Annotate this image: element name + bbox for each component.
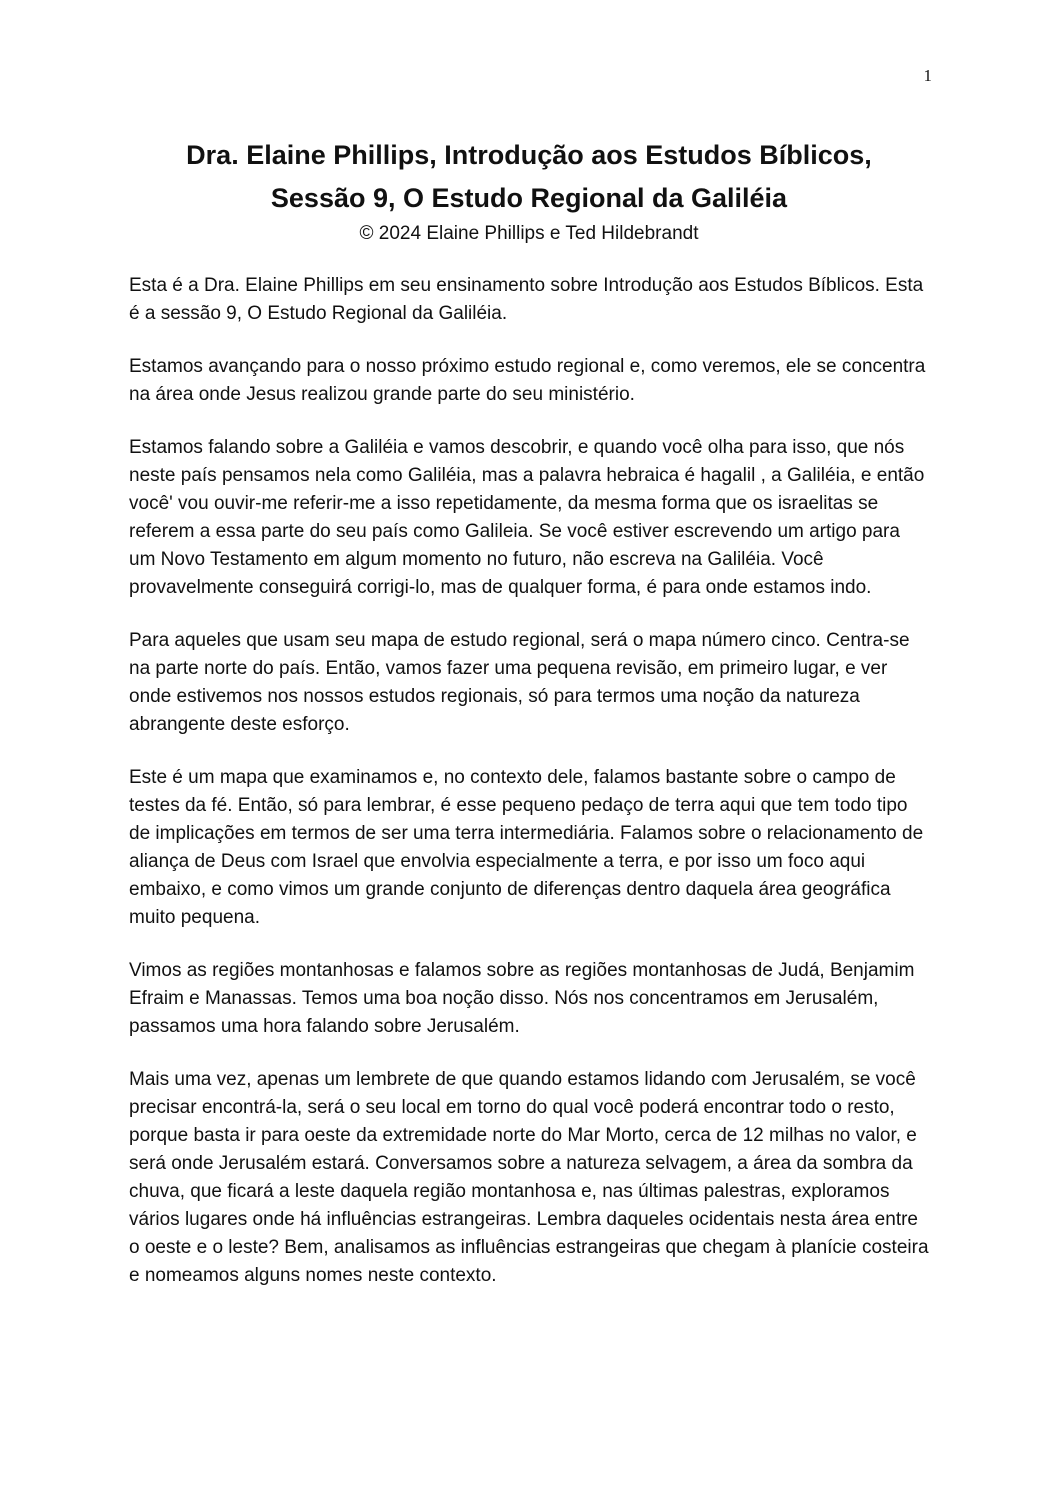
title-block (100, 134, 958, 247)
paragraph: Este é um mapa que examinamos e, no contexto dele, falamos bastante sobre o campo de testes da fé. Então, só para lembrar, é esse pequeno pedaço de terra aqui que tem todo tipo de implicações em termos de ser uma terra intermediária. Falamos sobre o relacionamento de aliança de Deus com Israel que envolvia especialmente a terra, e por isso um foco aqui embaixo, e como vimos um grande conjunto de diferenças dentro daquela área geográfica muito pequena. (129, 767, 924, 928)
paragraph: Estamos avançando para o nosso próximo estudo regional e, como veremos, ele se concentra na área onde Jesus realizou grande parte do seu ministério. (129, 356, 926, 405)
paragraph: Estamos falando sobre a Galiléia e vamos descobrir, e quando você olha para isso, que nós neste país pensamos nela como Galiléia, mas a palavra hebraica é hagalil , a Galiléia, e então você' vou ouvir-me referir-me a isso repetidamente, da mesma forma que os israelitas se referem a essa parte do seu país como Galileia. Se você estiver escrevendo um artigo para um Novo Testamento em algum momento no futuro, não escreva na Galiléia. Você provavelmente conseguirá corrigi-lo, mas de qualquer forma, é para onde estamos indo. (129, 437, 925, 598)
paragraph: Esta é a Dra. Elaine Phillips em seu ensinamento sobre Introdução aos Estudos Bíblicos. Esta é a sessão 9, O Estudo Regional da Galiléia. (129, 275, 924, 324)
document-title-line-2: Sessão 9, O Estudo Regional da Galiléia (270, 183, 788, 213)
paragraph: Mais uma vez, apenas um lembrete de que quando estamos lidando com Jerusalém, se você precisar encontrá-la, será o seu local em torno do qual você poderá encontrar todo o resto, porque basta ir para oeste da extremidade norte do Mar Morto, cerca de 12 milhas no valor, e será onde Jerusalém estará. Conversamos sobre a natureza selvagem, a área da sombra da chuva, que ficará a leste daquela região montanhosa e, nas últimas palestras, exploramos vários lugares onde há influências estrangeiras. Lembra daqueles ocidentais nesta área entre o oeste e o leste? Bem, analisamos as influências estrangeiras que chegam à planície costeira e nomeamos alguns nomes neste contexto. (129, 1069, 929, 1286)
document-title-line-1: Dra. Elaine Phillips, Introdução aos Estudos Bíblicos, (186, 140, 872, 170)
paragraph: Para aqueles que usam seu mapa de estudo regional, será o mapa número cinco. Centra-se na parte norte do país. Então, vamos fazer uma pequena revisão, em primeiro lugar, e ver onde estivemos nos nossos estudos regionais, só para termos uma noção da natureza abrangente deste esforço. (129, 630, 910, 735)
paragraph: Vimos as regiões montanhosas e falamos sobre as regiões montanhosas de Judá, Benjamim Efraim e Manassas. Temos uma boa noção disso. Nós nos concentramos em Jerusalém, passamos uma hora falando sobre Jerusalém. (129, 960, 915, 1037)
copyright-notice: © 2024 Elaine Phillips e Ted Hildebrandt (359, 223, 699, 244)
page-number: 1 (923, 66, 932, 85)
document-body (129, 272, 929, 1315)
